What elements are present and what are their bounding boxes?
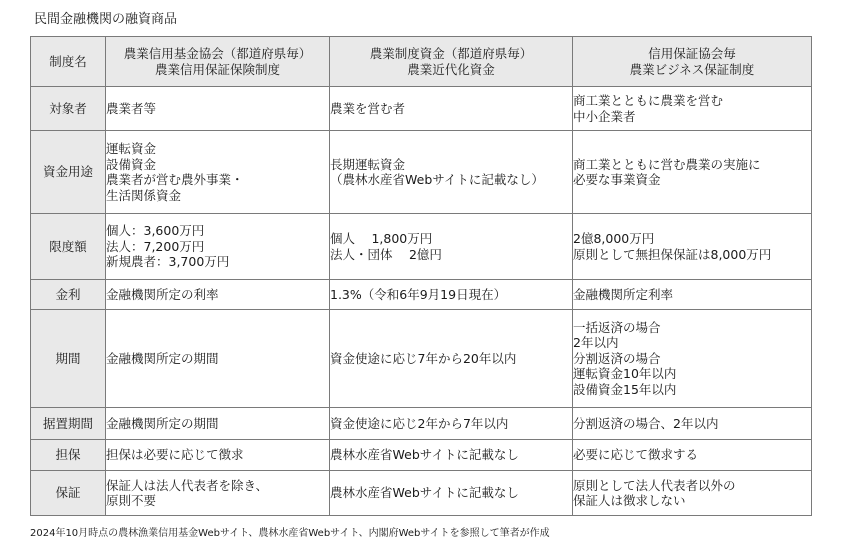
- table-cell: [573, 310, 812, 408]
- table-cell: [330, 131, 573, 214]
- cell-line: 2億8,000万円: [573, 231, 655, 246]
- table-cell: [106, 408, 330, 440]
- table-cell: [330, 214, 573, 280]
- table-cell: [330, 280, 573, 310]
- cell-line: 法人：7,200万円: [106, 238, 205, 254]
- cell-line: 必要な事業資金: [573, 172, 661, 187]
- cell-line: 設備資金: [106, 156, 157, 172]
- cell-line: 個人 1,800万円: [330, 231, 433, 246]
- table-header-row: [31, 37, 812, 87]
- cell-line: 運転資金: [106, 141, 157, 156]
- table-cell: [573, 131, 812, 214]
- cell-line: 資金使途に応じ2年から7年以内: [330, 415, 509, 431]
- cell-line: 金融機関所定の期間: [106, 350, 219, 366]
- cell-line: 分割返済の場合: [573, 350, 661, 366]
- table-row: [31, 214, 812, 280]
- row-label: 据置期間: [31, 408, 106, 440]
- table-cell: [330, 471, 573, 516]
- table-row: [31, 87, 812, 131]
- cell-line: 農業を営む者: [330, 100, 406, 116]
- cell-line: 担保は必要に応じて徴求: [106, 447, 244, 463]
- table-row: [31, 280, 812, 310]
- table-cell: [106, 214, 330, 280]
- cell-line: 運転資金10年以内: [573, 366, 677, 382]
- cell-line: 保証人は徴求しない: [573, 493, 686, 508]
- table-row: [31, 440, 812, 471]
- cell-line: 商工業とともに農業を営む: [573, 93, 724, 108]
- cell-line: 2年以内: [573, 335, 619, 351]
- row-label: 金利: [31, 280, 106, 310]
- cell-line: 農林水産省Webサイトに記載なし: [330, 447, 519, 463]
- table-cell: [330, 310, 573, 408]
- cell-line: 保証人は法人代表者を除き、: [106, 477, 269, 493]
- table-cell: [106, 471, 330, 516]
- table-cell: [330, 408, 573, 440]
- table-cell: [573, 440, 812, 471]
- column-header-line: 農業制度資金（都道府県毎）: [369, 46, 533, 61]
- page-title: 民間金融機関の融資商品: [34, 12, 178, 27]
- cell-line: 農業者が営む農外事業・: [106, 172, 244, 187]
- cell-line: 1.3%（令和6年9月19日現在）: [330, 286, 507, 302]
- cell-line: 必要に応じて徴求する: [573, 447, 699, 463]
- row-label: 限度額: [31, 214, 106, 280]
- cell-line: 長期運転資金: [330, 156, 406, 172]
- row-label: 対象者: [31, 87, 106, 131]
- row-label: 期間: [31, 310, 106, 408]
- table-row: [31, 471, 812, 516]
- cell-line: 農林水産省Webサイトに記載なし: [330, 485, 519, 501]
- cell-line: 金融機関所定利率: [573, 286, 674, 302]
- column-header-line: 農業信用保証保険制度: [154, 61, 280, 77]
- column-header: [330, 37, 573, 87]
- table-cell: [106, 310, 330, 408]
- column-header: [573, 37, 812, 87]
- table-cell: [573, 214, 812, 280]
- cell-line: 一括返済の場合: [573, 319, 661, 335]
- cell-line: 商工業とともに営む農業の実施に: [573, 156, 761, 172]
- source-footnote: 2024年10月時点の農林漁業信用基金Webサイト、農林水産省Webサイト、内閣府Webサイトを参照して筆者が作成: [30, 528, 550, 539]
- column-header-line: 農業信用基金協会（都道府県毎）: [123, 46, 312, 61]
- column-header: [106, 37, 330, 87]
- cell-line: 新規農者：3,700万円: [106, 254, 230, 270]
- loan-products-table: [30, 36, 812, 516]
- table-cell: [573, 87, 812, 131]
- table-cell: [106, 131, 330, 214]
- row-header-label: 制度名: [31, 37, 106, 87]
- cell-line: 原則不要: [106, 493, 157, 508]
- column-header-line: 農業ビジネス保証制度: [629, 61, 755, 77]
- table-cell: [330, 440, 573, 471]
- cell-line: 農業者等: [106, 100, 157, 116]
- cell-line: 分割返済の場合、2年以内: [573, 415, 719, 431]
- table-cell: [573, 471, 812, 516]
- cell-line: 金融機関所定の利率: [106, 286, 219, 302]
- row-label: 保証: [31, 471, 106, 516]
- row-label: 資金用途: [31, 131, 106, 214]
- cell-line: 金融機関所定の期間: [106, 415, 219, 431]
- column-header-line: 信用保証協会毎: [648, 46, 736, 61]
- cell-line: 中小企業者: [573, 108, 636, 124]
- cell-line: 個人：3,600万円: [106, 223, 205, 239]
- table-row: [31, 310, 812, 408]
- table-cell: [573, 280, 812, 310]
- cell-line: 原則として無担保保証は8,000万円: [573, 246, 772, 262]
- cell-line: 資金使途に応じ7年から20年以内: [330, 350, 517, 366]
- cell-line: 法人・団体 2億円: [330, 246, 442, 262]
- table-cell: [106, 87, 330, 131]
- row-label: 担保: [31, 440, 106, 471]
- table-cell: [573, 408, 812, 440]
- cell-line: 設備資金15年以内: [573, 381, 677, 397]
- table-cell: [106, 280, 330, 310]
- table-cell: [330, 87, 573, 131]
- cell-line: 生活関係資金: [106, 187, 182, 203]
- cell-line: 原則として法人代表者以外の: [573, 477, 736, 493]
- table-row: [31, 131, 812, 214]
- column-header-line: 農業近代化資金: [407, 61, 495, 77]
- cell-line: （農林水産省Webサイトに記載なし）: [330, 172, 544, 187]
- table-cell: [106, 440, 330, 471]
- table-row: [31, 408, 812, 440]
